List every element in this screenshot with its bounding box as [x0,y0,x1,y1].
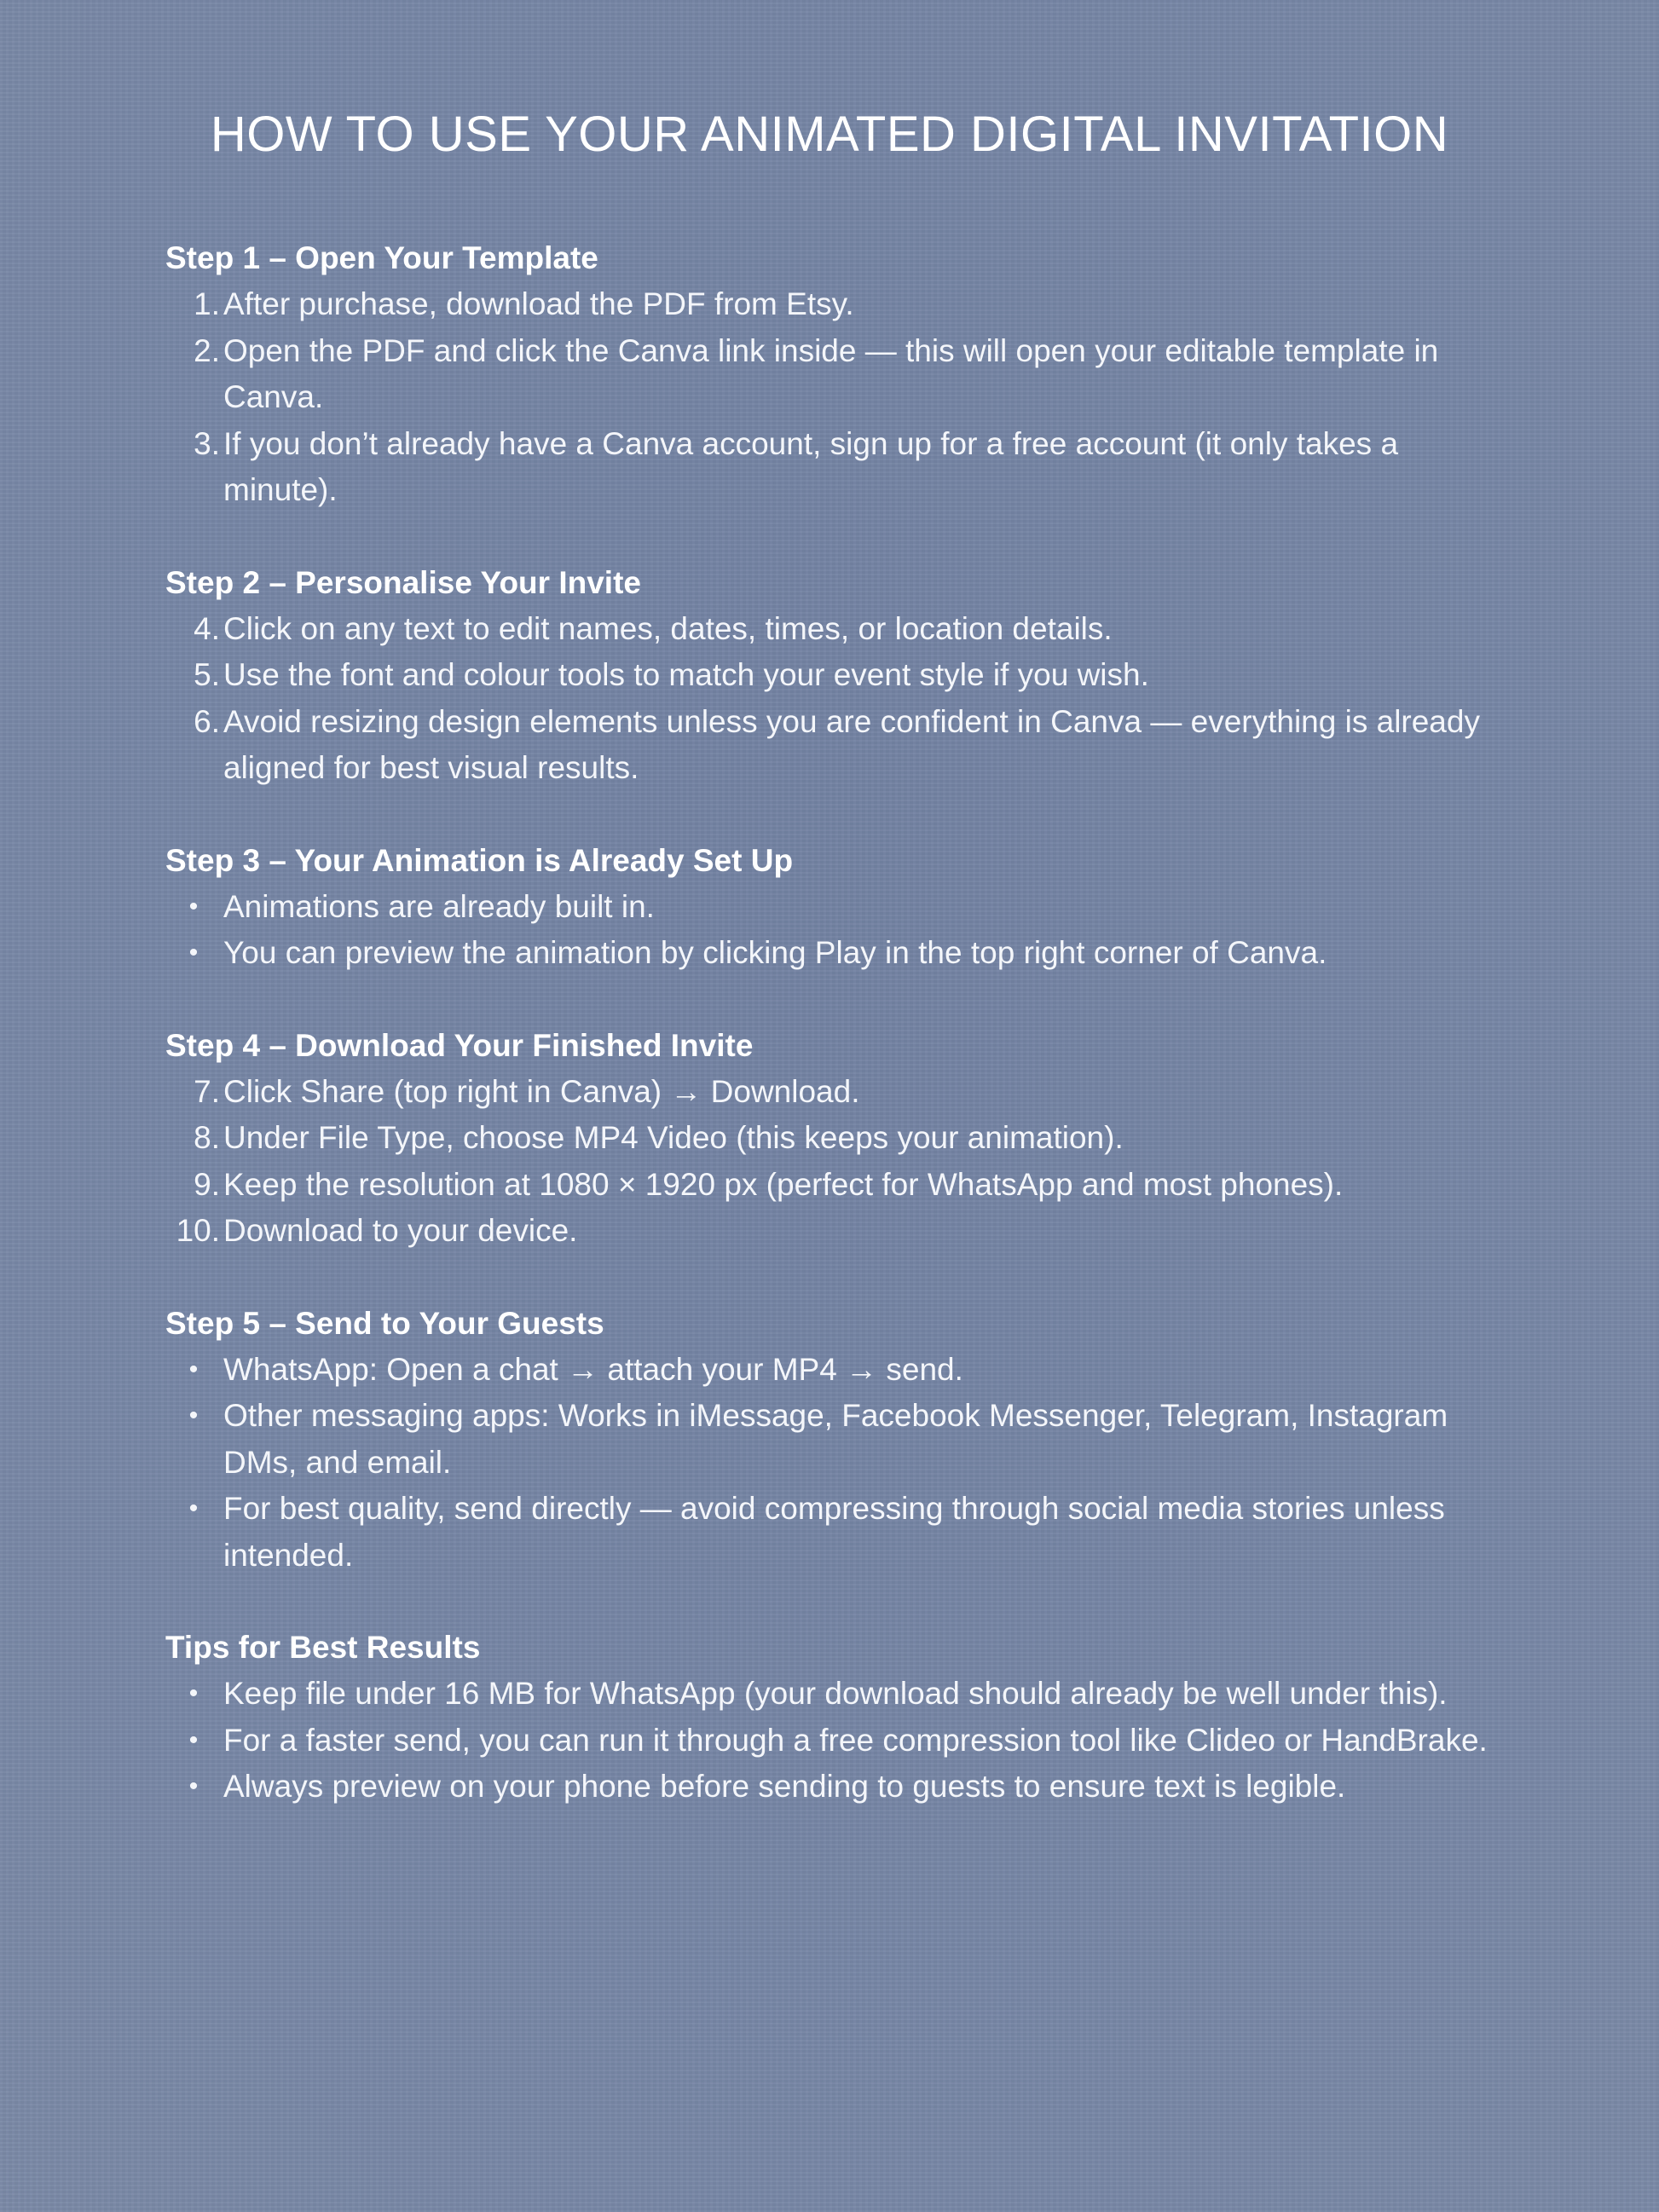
list-item [165,884,1512,931]
list-item-text: For best quality, send directly — avoid compressing through social media stories unless intended. [223,1491,1445,1573]
number-marker: 7. [194,1073,220,1109]
section-heading: Step 2 – Personalise Your Invite [165,564,641,600]
list-item [165,1718,1512,1764]
bullet-marker: • [188,1679,199,1707]
list-item-text: Use the font and colour tools to match your event style if you wish. [223,657,1149,692]
instructions-content [165,235,1512,1857]
number-marker: 4. [194,610,220,646]
list-item-text: Avoid resizing design elements unless you are confident in Canva — everything is already aligned for best visual results. [223,703,1480,785]
section-heading: Step 1 – Open Your Template [165,240,598,275]
list-item-text: Other messaging apps: Works in iMessage, Facebook Messenger, Telegram, Instagram DMs, and email. [223,1398,1448,1480]
list-item [165,1162,1512,1209]
number-marker: 6. [194,703,220,739]
list-item [165,1347,1512,1394]
list-item-text: Under File Type, choose MP4 Video (this keeps your animation). [223,1120,1124,1155]
bullet-marker: • [188,1401,199,1429]
list-item-text: You can preview the animation by clicking Play in the top right corner of Canva. [223,935,1327,970]
number-marker: 5. [194,657,220,692]
instruction-list [165,1347,1512,1580]
instruction-list [165,884,1512,977]
list-item-text: Click on any text to edit names, dates, times, or location details. [223,610,1113,646]
list-item [165,606,1512,653]
list-item-text: Keep the resolution at 1080 × 1920 px (perfect for WhatsApp and most phones). [223,1166,1344,1202]
list-item [165,281,1512,328]
list-item-text: Animations are already built in. [223,888,655,924]
list-item [165,421,1512,514]
list-item [165,699,1512,792]
list-item-text: WhatsApp: Open a chat → attach your MP4 → send. [223,1351,963,1387]
number-marker: 9. [194,1166,220,1202]
page-title: HOW TO USE YOUR ANIMATED DIGITAL INVITATION [210,107,1449,162]
section-heading: Step 4 – Download Your Finished Invite [165,1027,754,1063]
list-item-text: Always preview on your phone before sending to guests to ensure text is legible. [223,1769,1346,1804]
list-item [165,652,1512,699]
number-marker: 2. [194,332,220,368]
bullet-marker: • [188,892,199,921]
section-step-4 [165,1023,1512,1255]
section-heading: Step 5 – Send to Your Guests [165,1305,604,1341]
list-item [165,328,1512,421]
list-item-text: Download to your device. [223,1213,578,1248]
list-item-text: Keep file under 16 MB for WhatsApp (your download should already be well under this). [223,1676,1448,1711]
list-item-text: If you don’t already have a Canva account, sign up for a free account (it only takes a minute). [223,425,1399,507]
list-item-text: For a faster send, you can run it through a free compression tool like Clideo or HandBrake. [223,1722,1488,1758]
list-item [165,1208,1512,1255]
list-item [165,1069,1512,1116]
instruction-list [165,1671,1512,1811]
section-step-2 [165,560,1512,792]
bullet-marker: • [188,1494,199,1522]
bullet-marker: • [188,1725,199,1754]
list-item-text: Click Share (top right in Canva) → Download. [223,1073,860,1109]
instruction-list [165,606,1512,792]
instruction-list [165,281,1512,514]
instruction-list [165,1069,1512,1255]
list-item [165,1393,1512,1486]
section-step-3 [165,838,1512,977]
list-item [165,1764,1512,1811]
number-marker: 1. [194,286,220,321]
number-marker: 8. [194,1120,220,1155]
section-step-6 [165,1625,1512,1811]
bullet-marker: • [188,939,199,967]
list-item-text: After purchase, download the PDF from Etsy. [223,286,854,321]
list-item [165,1486,1512,1579]
list-item [165,930,1512,977]
number-marker: 10. [176,1213,220,1248]
number-marker: 3. [194,425,220,461]
bullet-marker: • [188,1354,199,1383]
list-item-text: Open the PDF and click the Canva link inside — this will open your editable template in Canva. [223,332,1439,414]
section-step-1 [165,235,1512,514]
section-heading: Step 3 – Your Animation is Already Set Up [165,842,794,878]
section-heading: Tips for Best Results [165,1630,481,1665]
bullet-marker: • [188,1772,199,1800]
section-step-5 [165,1301,1512,1580]
list-item [165,1115,1512,1162]
list-item [165,1671,1512,1718]
